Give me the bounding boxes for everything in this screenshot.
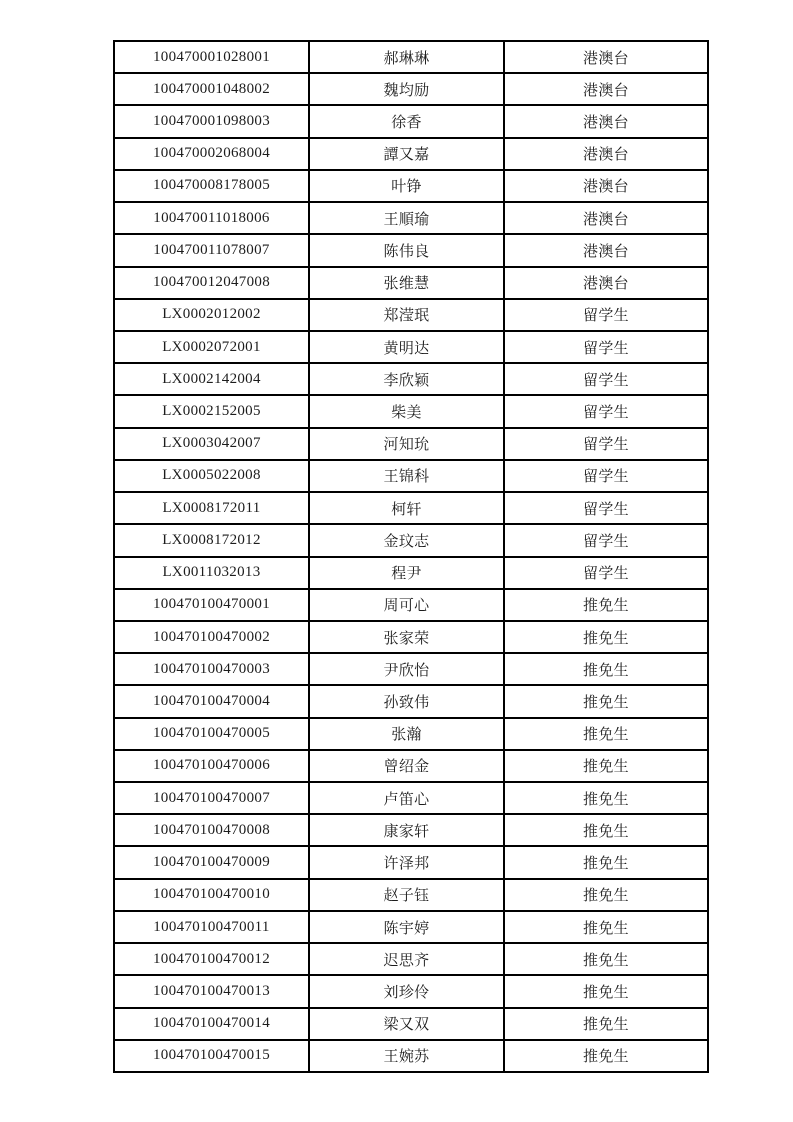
table-row: [114, 589, 708, 621]
candidate-category-cell: 推免生: [504, 589, 708, 621]
candidate-category-cell: 港澳台: [504, 267, 708, 299]
candidate-id-cell: LX0002142004: [114, 363, 309, 395]
candidate-category-cell: 推免生: [504, 653, 708, 685]
table-row: [114, 41, 708, 73]
candidate-roster-body: [114, 41, 708, 1072]
table-row: [114, 331, 708, 363]
candidate-id-cell: 100470002068004: [114, 138, 309, 170]
candidate-id-cell: 100470100470012: [114, 943, 309, 975]
table-row: [114, 524, 708, 556]
candidate-name-cell: 卢笛心: [309, 782, 504, 814]
table-row: [114, 73, 708, 105]
candidate-category-cell: 推免生: [504, 846, 708, 878]
candidate-id-cell: 100470100470006: [114, 750, 309, 782]
table-row: [114, 267, 708, 299]
candidate-category-cell: 港澳台: [504, 138, 708, 170]
table-row: [114, 782, 708, 814]
candidate-name-cell: 曾绍金: [309, 750, 504, 782]
table-row: [114, 750, 708, 782]
candidate-id-cell: 100470001098003: [114, 105, 309, 137]
candidate-name-cell: 徐香: [309, 105, 504, 137]
candidate-name-cell: 郑滢珉: [309, 299, 504, 331]
candidate-category-cell: 留学生: [504, 460, 708, 492]
candidate-category-cell: 留学生: [504, 524, 708, 556]
table-row: [114, 557, 708, 589]
table-row: [114, 428, 708, 460]
candidate-id-cell: 100470100470013: [114, 975, 309, 1007]
candidate-name-cell: 陈宇婷: [309, 911, 504, 943]
table-row: [114, 975, 708, 1007]
candidate-id-cell: 100470100470008: [114, 814, 309, 846]
table-row: [114, 395, 708, 427]
candidate-name-cell: 柴美: [309, 395, 504, 427]
candidate-name-cell: 郝琳琳: [309, 41, 504, 73]
table-row: [114, 363, 708, 395]
candidate-name-cell: 程尹: [309, 557, 504, 589]
table-row: [114, 718, 708, 750]
candidate-id-cell: LX0002012002: [114, 299, 309, 331]
candidate-name-cell: 许泽邦: [309, 846, 504, 878]
candidate-category-cell: 留学生: [504, 395, 708, 427]
candidate-name-cell: 赵子钰: [309, 879, 504, 911]
candidate-name-cell: 王锦科: [309, 460, 504, 492]
candidate-category-cell: 留学生: [504, 428, 708, 460]
table-row: [114, 879, 708, 911]
candidate-name-cell: 陈伟良: [309, 234, 504, 266]
candidate-category-cell: 留学生: [504, 492, 708, 524]
table-row: [114, 105, 708, 137]
candidate-category-cell: 推免生: [504, 814, 708, 846]
candidate-category-cell: 推免生: [504, 879, 708, 911]
candidate-id-cell: 100470100470001: [114, 589, 309, 621]
candidate-name-cell: 刘珍伶: [309, 975, 504, 1007]
candidate-category-cell: 留学生: [504, 331, 708, 363]
candidate-category-cell: 港澳台: [504, 234, 708, 266]
table-row: [114, 170, 708, 202]
candidate-name-cell: 张维慧: [309, 267, 504, 299]
candidate-name-cell: 孙致伟: [309, 685, 504, 717]
candidate-id-cell: 100470100470014: [114, 1008, 309, 1040]
candidate-category-cell: 留学生: [504, 299, 708, 331]
candidate-name-cell: 迟思齐: [309, 943, 504, 975]
candidate-id-cell: 100470100470007: [114, 782, 309, 814]
table-row: [114, 492, 708, 524]
table-row: [114, 299, 708, 331]
candidate-id-cell: LX0002152005: [114, 395, 309, 427]
candidate-id-cell: 100470100470009: [114, 846, 309, 878]
candidate-category-cell: 留学生: [504, 557, 708, 589]
candidate-category-cell: 推免生: [504, 685, 708, 717]
table-row: [114, 1040, 708, 1072]
candidate-category-cell: 推免生: [504, 621, 708, 653]
candidate-name-cell: 王婉苏: [309, 1040, 504, 1072]
table-row: [114, 653, 708, 685]
candidate-roster-table: [113, 40, 709, 1073]
candidate-name-cell: 叶铮: [309, 170, 504, 202]
candidate-category-cell: 推免生: [504, 975, 708, 1007]
candidate-id-cell: 100470008178005: [114, 170, 309, 202]
candidate-name-cell: 康家轩: [309, 814, 504, 846]
table-row: [114, 621, 708, 653]
candidate-id-cell: 100470011078007: [114, 234, 309, 266]
table-row: [114, 1008, 708, 1040]
candidate-category-cell: 推免生: [504, 1040, 708, 1072]
table-row: [114, 460, 708, 492]
candidate-id-cell: LX0005022008: [114, 460, 309, 492]
candidate-name-cell: 梁又双: [309, 1008, 504, 1040]
candidate-name-cell: 李欣颖: [309, 363, 504, 395]
candidate-category-cell: 推免生: [504, 911, 708, 943]
table-row: [114, 202, 708, 234]
candidate-category-cell: 港澳台: [504, 105, 708, 137]
candidate-id-cell: 100470100470003: [114, 653, 309, 685]
table-row: [114, 943, 708, 975]
candidate-category-cell: 港澳台: [504, 202, 708, 234]
table-row: [114, 814, 708, 846]
candidate-category-cell: 港澳台: [504, 41, 708, 73]
candidate-id-cell: LX0003042007: [114, 428, 309, 460]
candidate-id-cell: LX0008172012: [114, 524, 309, 556]
candidate-name-cell: 张家荣: [309, 621, 504, 653]
candidate-name-cell: 黄明达: [309, 331, 504, 363]
candidate-category-cell: 留学生: [504, 363, 708, 395]
candidate-id-cell: LX0002072001: [114, 331, 309, 363]
candidate-category-cell: 推免生: [504, 750, 708, 782]
candidate-id-cell: 100470100470010: [114, 879, 309, 911]
candidate-category-cell: 推免生: [504, 718, 708, 750]
table-row: [114, 685, 708, 717]
candidate-id-cell: 100470001048002: [114, 73, 309, 105]
candidate-id-cell: 100470100470011: [114, 911, 309, 943]
candidate-category-cell: 推免生: [504, 782, 708, 814]
candidate-name-cell: 张瀚: [309, 718, 504, 750]
candidate-id-cell: 100470011018006: [114, 202, 309, 234]
table-row: [114, 138, 708, 170]
candidate-name-cell: 河知玧: [309, 428, 504, 460]
candidate-category-cell: 推免生: [504, 943, 708, 975]
candidate-id-cell: 100470100470005: [114, 718, 309, 750]
candidate-name-cell: 尹欣怡: [309, 653, 504, 685]
candidate-id-cell: 100470001028001: [114, 41, 309, 73]
candidate-category-cell: 港澳台: [504, 73, 708, 105]
candidate-id-cell: LX0011032013: [114, 557, 309, 589]
candidate-category-cell: 推免生: [504, 1008, 708, 1040]
candidate-name-cell: 柯轩: [309, 492, 504, 524]
candidate-name-cell: 金玟志: [309, 524, 504, 556]
table-row: [114, 911, 708, 943]
candidate-id-cell: LX0008172011: [114, 492, 309, 524]
candidate-name-cell: 魏均励: [309, 73, 504, 105]
candidate-id-cell: 100470100470015: [114, 1040, 309, 1072]
candidate-id-cell: 100470100470004: [114, 685, 309, 717]
candidate-id-cell: 100470100470002: [114, 621, 309, 653]
table-row: [114, 234, 708, 266]
table-row: [114, 846, 708, 878]
candidate-name-cell: 周可心: [309, 589, 504, 621]
candidate-id-cell: 100470012047008: [114, 267, 309, 299]
candidate-name-cell: 譚又嘉: [309, 138, 504, 170]
candidate-name-cell: 王順瑜: [309, 202, 504, 234]
candidate-category-cell: 港澳台: [504, 170, 708, 202]
